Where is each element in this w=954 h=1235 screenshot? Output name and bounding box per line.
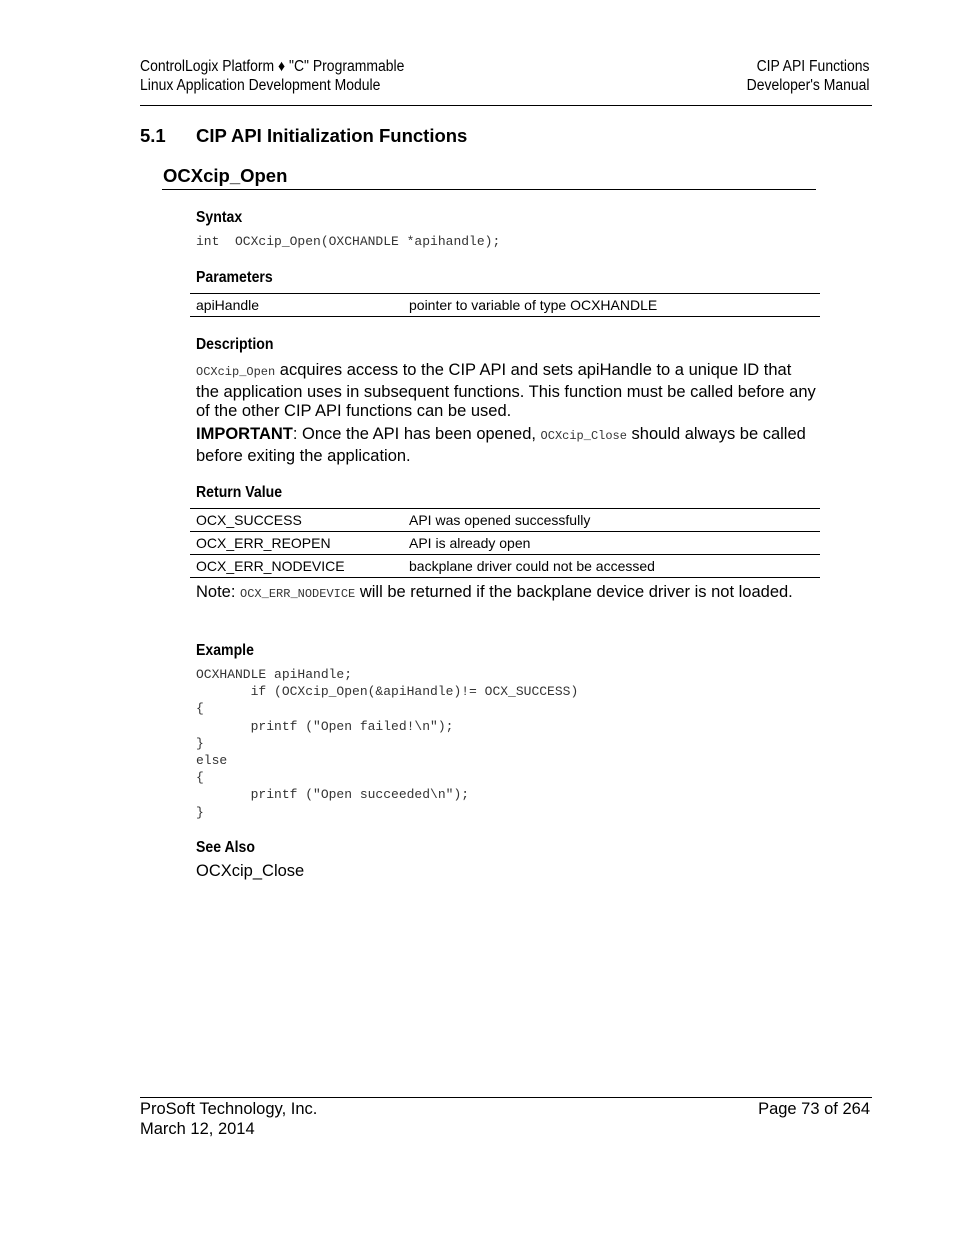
header-manual: Developer's Manual: [747, 77, 870, 94]
footer-date: March 12, 2014: [140, 1120, 255, 1138]
inline-code-close: OCXcip_Close: [540, 429, 627, 443]
note-text: will be returned if the backplane device driver is not loaded.: [355, 583, 793, 601]
return-note: [196, 583, 816, 605]
param-desc: pointer to variable of type OCXHANDLE: [403, 294, 820, 317]
header-rule: [140, 105, 872, 106]
footer-company: ProSoft Technology, Inc.: [140, 1100, 318, 1118]
description-paragraph: [196, 361, 816, 422]
important-text-2: should always be called before exiting the application.: [196, 425, 806, 465]
inline-code-open: OCXcip_Open: [196, 365, 276, 379]
footer-page-number: Page 73 of 264: [758, 1100, 870, 1118]
syntax-code: int OCXcip_Open(OXCHANDLE *apihandle);: [196, 234, 501, 249]
see-also-link[interactable]: OCXcip_Close: [196, 862, 305, 880]
header-chapter: CIP API Functions: [757, 58, 870, 75]
important-text-1: : Once the API has been opened,: [292, 425, 541, 443]
table-row: [190, 509, 820, 532]
important-label: IMPORTANT: [196, 425, 293, 443]
header-right: [747, 57, 870, 95]
see-also-heading: See Also: [196, 839, 255, 856]
function-title-rule: [162, 189, 816, 190]
return-value-table: [190, 508, 820, 578]
header-module-line: Linux Application Development Module: [140, 77, 381, 94]
function-title: OCXcip_Open: [163, 165, 288, 186]
syntax-heading: Syntax: [196, 209, 243, 226]
footer-left: [140, 1099, 317, 1139]
return-desc: backplane driver could not be accessed: [403, 555, 820, 578]
example-code: OCXHANDLE apiHandle; if (OCXcip_Open(&apiHandle)!= OCX_SUCCESS) { printf ("Open failed!\n"); } else { printf ("Open succeeded\n"); }: [196, 667, 579, 820]
footer-rule: [140, 1097, 872, 1098]
example-heading: Example: [196, 642, 254, 659]
param-name: apiHandle: [190, 294, 403, 317]
return-value-heading: Return Value: [196, 484, 283, 501]
table-row: [190, 294, 820, 317]
parameters-table: [190, 293, 820, 317]
note-prefix: Note:: [196, 583, 241, 601]
table-row: [190, 532, 820, 555]
return-code: OCX_SUCCESS: [190, 509, 403, 532]
inline-code-nodevice: OCX_ERR_NODEVICE: [240, 587, 356, 601]
important-paragraph: [196, 425, 816, 466]
return-desc: API was opened successfully: [403, 509, 820, 532]
header-product-line: ControlLogix Platform ♦ "C" Programmable: [140, 58, 405, 75]
return-code: OCX_ERR_REOPEN: [190, 532, 403, 555]
table-row: [190, 555, 820, 578]
section-number: 5.1: [140, 125, 166, 146]
return-code: OCX_ERR_NODEVICE: [190, 555, 403, 578]
description-heading: Description: [196, 336, 274, 353]
return-desc: API is already open: [403, 532, 820, 555]
section-title: CIP API Initialization Functions: [196, 125, 468, 146]
header-left: [140, 57, 404, 95]
parameters-heading: Parameters: [196, 269, 273, 286]
description-text: acquires access to the CIP API and sets apiHandle to a unique ID that the application uses in subsequent functions. This function must be called before any of the other CIP API functions can be used.: [196, 361, 816, 420]
